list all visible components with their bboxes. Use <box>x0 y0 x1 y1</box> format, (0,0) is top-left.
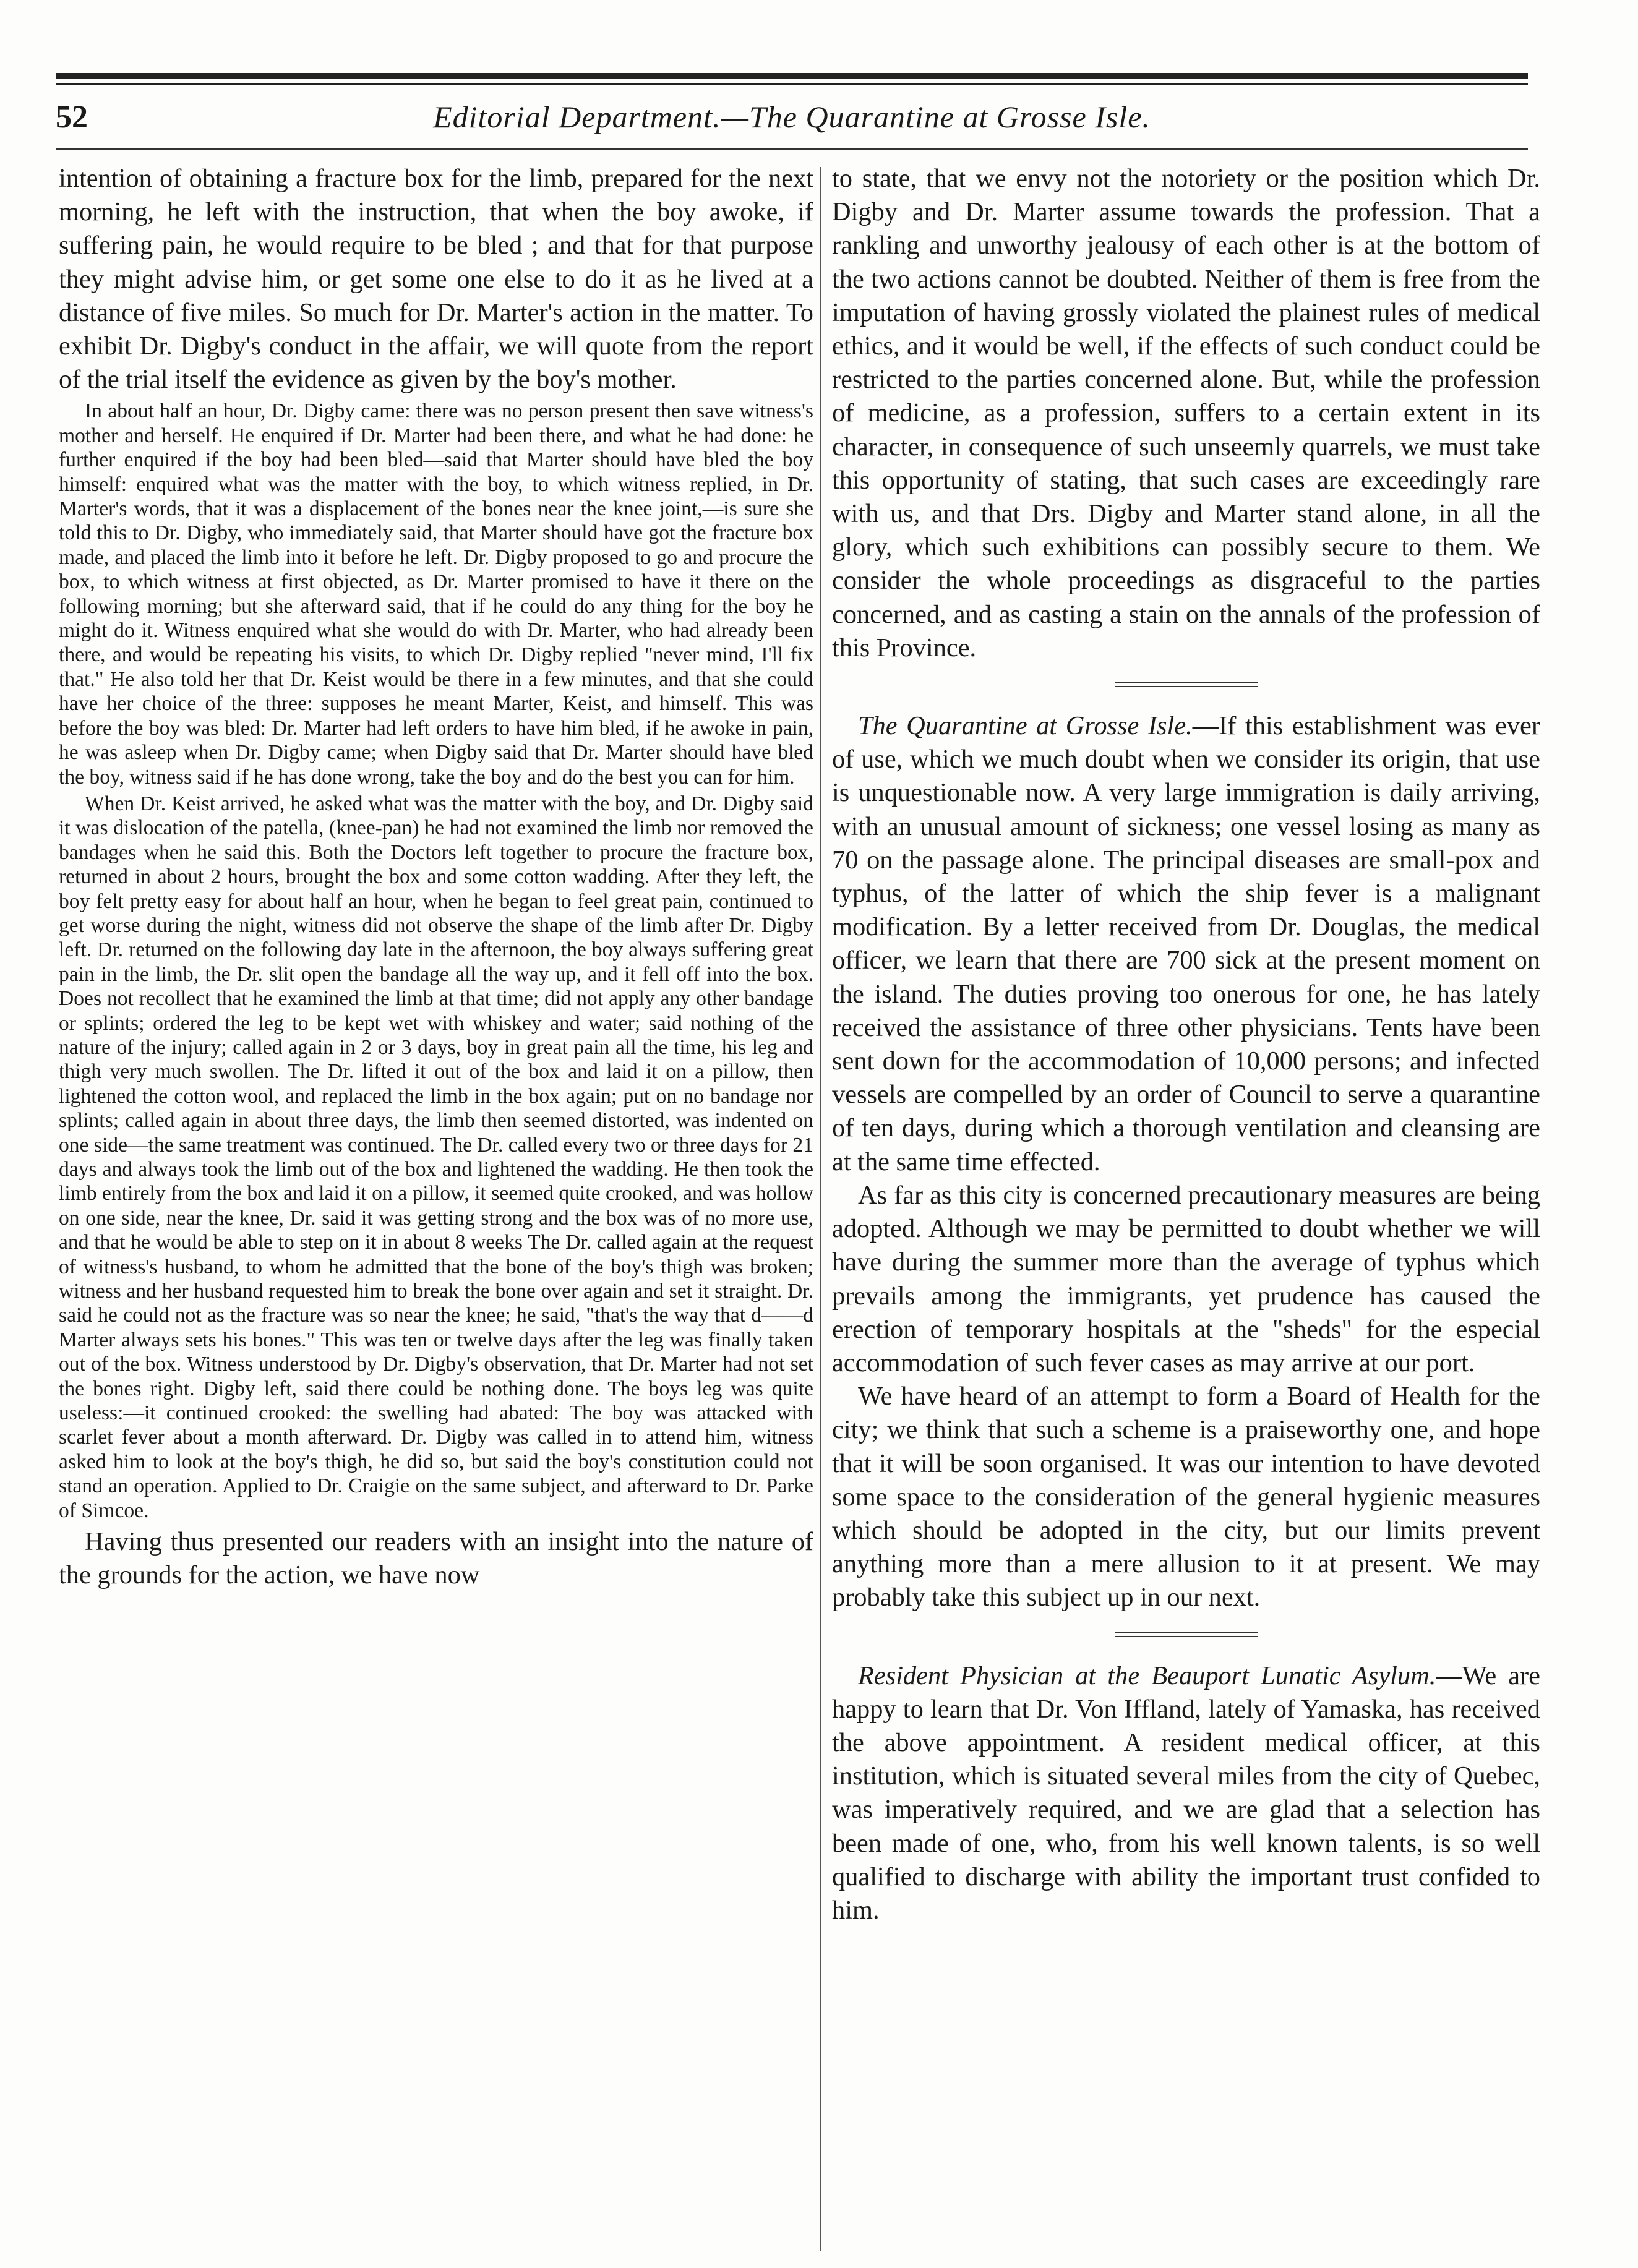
quarantine-body-1: —If this establishment was ever of use, which we much doubt when we consider its origin, that use is unquestionable now. A very large immigration is daily arriving, with an unusual amount of sickness; one vessel losing as many as 70 on the passage alone. The principal diseases are small-pox and typhus, of the latter of which the ship fever is a malignant modification. By a letter received from Dr. Douglas, the medical officer, we learn that there are 700 sick at the present moment on the island. The duties proving too onerous for one, he has lately received the assistance of three other physicians. Tents have been sent down for the accommodation of 10,000 persons; and infected vessels are compelled by an order of Council to serve a quarantine of ten days, during which a thorough ventilation and cleansing are at the same time effected. <box>832 711 1540 1176</box>
quarantine-article-paragraph-2: As far as this city is concerned precautionary measures are being adopted. Although we may be permitted to doubt whether we will have during the summer more than the average of typhus which prevails among the immigrants, yet prudence has caused the erection of temporary hospitals at the "sheds" for the especial accommodation of such fever cases as may arrive at our port. <box>832 1180 1540 1377</box>
left-paragraph-intro: intention of obtaining a fracture box for the limb, prepared for the next morning, he left with the instruction, that when the boy awoke, if suffering pain, he would require to be bled ; and that for that purpose they might advise him, or get some one else to do it as he lived at a distance of five miles. So much for Dr. Marter's action in the matter. To exhibit Dr. Digby's conduct in the affair, we will quote from the report of the trial itself the evidence as given by the boy's mother. <box>59 164 813 395</box>
asylum-body: —We are happy to learn that Dr. Von Iffland, lately of Yamaska, has received the above appointment. A resident medical officer, at this institution, which is situated several miles from the city of Quebec, was imperatively required, and we are glad that a selection has been made of one, who, from his well known talents, is so well qualified to discharge with ability the important trust confided to him. <box>832 1661 1540 1925</box>
right-column <box>832 162 1540 2253</box>
right-paragraph-continuation: to state, that we envy not the notoriety or the position which Dr. Digby and Dr. Marter assume towards the profession. That a rankling and unworthy jealousy of each other is at the bottom of the two actions cannot be doubted. Neither of them is free from the imputation of having grossly violated the plainest rules of medical ethics, and it would be well, if the effects of such conduct could be restricted to the parties concerned alone. But, while the profession of medicine, as a profession, suffers to a certain extent in its character, in consequence of such unseemly quarrels, we must take this opportunity of stating, that such cases are exceedingly rare with us, and that Drs. Digby and Marter stand alone, in all the glory, which such exhibitions can possibly secure to them. We consider the whole proceedings as disgraceful to the parties concerned, and as casting a stain on the annals of the profession of this Province. <box>832 164 1540 662</box>
left-paragraph-closing: Having thus presented our readers with an insight into the nature of the grounds for the action, we have now <box>59 1527 813 1590</box>
header-rule <box>56 148 1528 150</box>
page-number: 52 <box>56 100 88 135</box>
quarantine-article-paragraph-3: We have heard of an attempt to form a Board of Health for the city; we think that such a scheme is a praiseworthy one, and hope that it will be soon organised. It was our intention to have devoted some space to the consideration of the general hygienic measures which should be adopted in the city, but our limits prevent anything more than a mere allusion to it at present. We may probably take this subject up in our next. <box>832 1382 1540 1612</box>
quarantine-heading: The Quarantine at Grosse Isle. <box>858 711 1193 741</box>
asylum-heading: Resident Physician at the Beauport Lunatic Asylum. <box>858 1661 1436 1690</box>
top-thick-rule <box>56 73 1528 79</box>
section-rule <box>1115 682 1258 687</box>
quarantine-article-paragraph-1 <box>832 709 1540 1179</box>
column-divider <box>820 167 821 2251</box>
top-thin-rule <box>56 83 1528 85</box>
running-head: Editorial Department.—The Quarantine at Grosse Isle. <box>433 100 1151 134</box>
page-header <box>43 99 1540 148</box>
testimony-paragraph-2: When Dr. Keist arrived, he asked what was the matter with the boy, and Dr. Digby said it was dislocation of the patella, (knee-pan) he had not examined the limb nor removed the bandages when he said this. Both the Doctors left together to procure the fracture box, returned in about 2 hours, brought the box and some cotton wadding. After they left, the boy felt pretty easy for about half an hour, when he began to feel great pain, continued to get worse during the night, witness did not observe the shape of the limb after Dr. Digby left. Dr. returned on the following day late in the afternoon, the boy always suffering great pain in the limb, the Dr. slit open the bandage all the way up, and it fell off into the box. Does not recollect that he examined the limb at that time; did not apply any other bandage or splints; ordered the leg to be kept wet with whiskey and water; said nothing of the nature of the injury; called again in 2 or 3 days, boy in great pain all the time, his leg and thigh very much swollen. The Dr. lifted it out of the box and laid it on a pillow, then lightened the cotton wool, and replaced the limb in the box again; put on no bandage nor splints; called again in about three days, the limb then seemed distorted, was indented on one side—the same treatment was continued. The Dr. called every two or three days for 21 days and always took the limb out of the box and lightened the wadding. He then took the limb entirely from the box and laid it on a pillow, it seemed quite crooked, and was hollow on one side, near the knee, Dr. said it was getting strong and the box was of no more use, and that he would be able to step on it in about 8 weeks The Dr. called again at the request of witness's husband, to whom he admitted that the bone of the boy's thigh was broken; witness and her husband requested him to break the bone over again and set it straight. Dr. said he could not as the fracture was so near the knee; he said, "that's the way that d——d Marter always sets his bones." This was ten or twelve days after the leg was finally taken out of the box. Witness understood by Dr. Digby's observation, that Dr. Marter had not set the bones right. Digby left, said there could be nothing done. The boys leg was quite useless:—it continued crooked: the swelling had abated: The boy was attacked with scarlet fever about a month afterward. Dr. Digby was called in to attend him, witness asked him to look at the boy's thigh, he did so, but said the boy's constitution could not stand an operation. Applied to Dr. Craigie on the same subject, and afterward to Dr. Parke of Simcoe. <box>59 792 813 1522</box>
testimony-paragraph-1: In about half an hour, Dr. Digby came: there was no person present then save witness's mother and herself. He enquired if Dr. Marter had been there, and what he had done: he further enquired if the boy had been bled—said that Marter should have bled the boy himself: enquired what was the matter with the boy, to which witness replied, in Dr. Marter's words, that it was a displacement of the bones near the knee joint,—is sure she told this to Dr. Digby, who immediately said, that Marter should have got the fracture box made, and placed the limb into it before he left. Dr. Digby proposed to go and procure the box, to which witness at first objected, as Dr. Marter promised to have it there on the following morning; but she afterward said, that if he could do any thing for the boy he might do it. Witness enquired what she would do with Dr. Marter, who had already been there, and would be repeating his visits, to which Dr. Digby replied "never mind, I'll fix that." He also told her that Dr. Keist would be there in a few minutes, and that she could have her choice of the three: supposes he meant Marter, Keist, and himself. This was before the boy was bled: Dr. Marter had left orders to have him bled, if he awoke in pain, he was asleep when Dr. Digby came; when Digby said that Dr. Marter should have bled the boy, witness said if he has done wrong, take the boy and do the best you can for him. <box>59 400 813 789</box>
asylum-article-paragraph <box>832 1659 1540 1928</box>
left-column <box>59 162 813 2253</box>
section-rule <box>1115 1632 1258 1637</box>
